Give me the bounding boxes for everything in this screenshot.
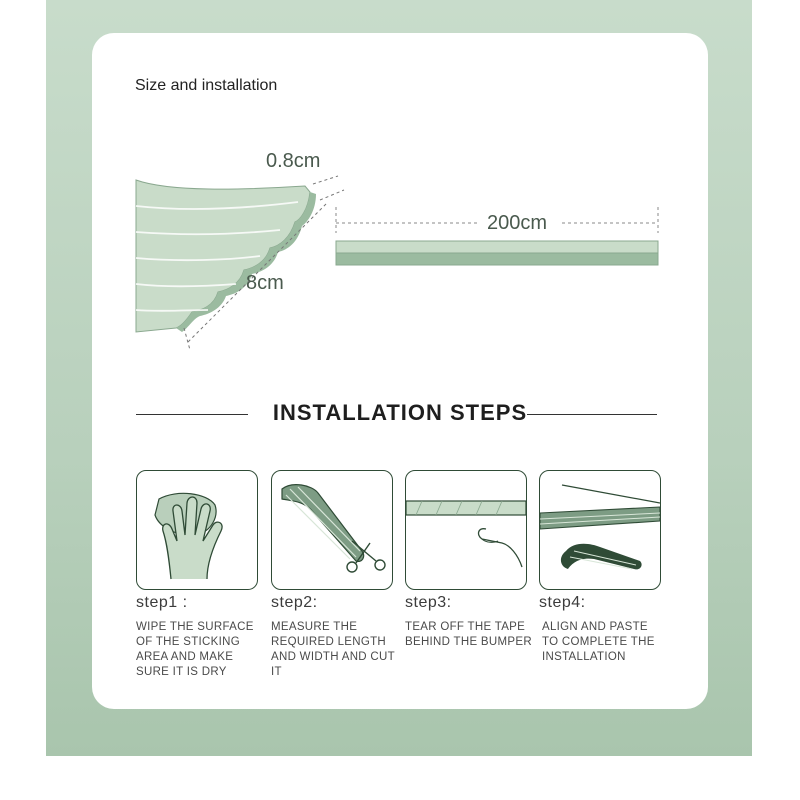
step-4-label: step4: (539, 594, 586, 611)
section-title: Size and installation (135, 77, 278, 94)
bumper-strip-side (336, 241, 658, 265)
step-2-description: MEASURE THE REQUIRED LENGTH AND WIDTH AND CUT IT (271, 621, 395, 678)
scissors-cutting-icon (272, 471, 392, 589)
step-1-description: WIPE THE SURFACE OF THE STICKING AREA AND MAKE SURE IT IS DRY (136, 621, 254, 678)
length-label: 200cm (487, 212, 548, 234)
step-2-card (271, 470, 393, 590)
hand-wiping-icon (137, 471, 257, 589)
step-4-card (539, 470, 661, 590)
peel-tape-icon (406, 471, 526, 589)
step-1-card (136, 470, 258, 590)
paste-strip-icon (540, 471, 660, 589)
rolled-strip (282, 485, 364, 562)
step-2-label: step2: (271, 594, 318, 611)
installation-heading: INSTALLATION STEPS (272, 400, 528, 425)
step-3-label: step3: (405, 594, 452, 611)
step-1-label: step1 : (136, 594, 188, 611)
step-3-card (405, 470, 527, 590)
heading-rule-right (527, 414, 657, 415)
width-label: 8cm (246, 272, 284, 294)
step-3-description: TEAR OFF THE TAPE BEHIND THE BUMPER (405, 621, 532, 648)
step-4-description: ALIGN AND PASTE TO COMPLETE THE INSTALLATION (542, 621, 655, 663)
strip-roll (561, 544, 642, 570)
furniture-edge (540, 485, 660, 529)
profile-illustration (130, 150, 350, 360)
thickness-label: 0.8cm (266, 150, 321, 172)
bumper-profile-shape (136, 180, 316, 332)
